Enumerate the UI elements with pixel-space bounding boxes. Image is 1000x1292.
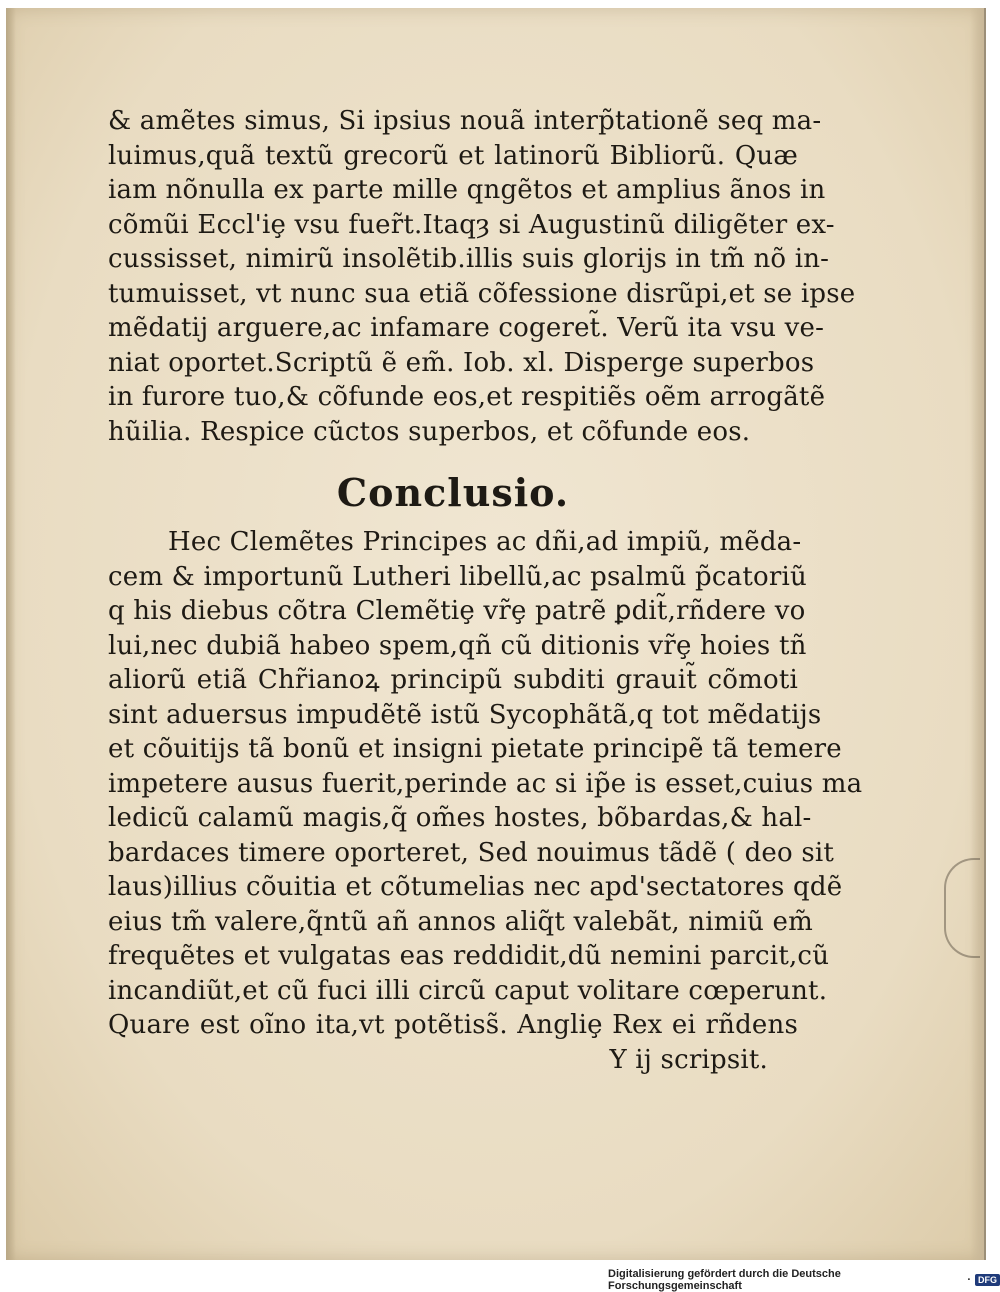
text-line: Quare est oĩno ita,vt potẽtiss̃. Angliȩ Rex ei rñdens xyxy=(108,1010,798,1040)
credit-text: Digitalisierung gefördert durch die Deutsche Forschungsgemeinschaft xyxy=(608,1268,841,1292)
text-line: et cõuitijs tã bonũ et insigni pietate principẽ tã temere xyxy=(108,734,842,764)
text-line: niat oportet.Scriptũ ẽ em̃. Iob. xl. Disperge superbos xyxy=(108,347,815,378)
text-line: bardaces timere oporteret, Sed nouimus tãdẽ ( deo sit xyxy=(108,837,835,868)
text-block xyxy=(108,104,863,1077)
text-line: impetere ausus fuerit,perinde ac si ip̃e is esset,cuius ma xyxy=(108,768,863,799)
text-line: aliorũ etiã Chr̃ianoꝝ principũ subditi grauit̃ cõmoti xyxy=(108,665,798,695)
text-line: ledicũ calamũ magis,q̃ om̃es hostes, bõbardas,& hal- xyxy=(108,803,812,833)
text-line: in furore tuo,& cõfunde eos,et respitiẽs oẽm arrogãtẽ xyxy=(108,382,826,412)
text-line: & amẽtes simus, Si ipsius nouã interp̃tationẽ seq ma- xyxy=(108,106,822,136)
text-line: incandiũt,et cũ fuci illi circũ caput volitare cœperunt. xyxy=(108,975,828,1006)
dfg-logo-icon: DFG xyxy=(975,1274,1000,1286)
page-gutter-shadow xyxy=(6,8,16,1260)
section-heading: Conclusio. xyxy=(336,470,570,515)
text-line: Hec Clemẽtes Principes ac dñi,ad impiũ, mẽda- xyxy=(168,527,802,557)
text-line: hũilia. Respice cũctos superbos, et cõfunde eos. xyxy=(108,416,751,447)
text-line: cem & importunũ Lutheri libellũ,ac psalmũ p̃catoriũ xyxy=(108,561,807,592)
text-line: cõmũi Eccl'iȩ vsu fuer̃t.Itaqȝ si Augustinũ diligẽter ex- xyxy=(108,209,835,240)
text-line: luimus,quã textũ grecorũ et latinorũ Bibliorũ. Quæ xyxy=(108,140,798,171)
text-line: iam nõnulla ex parte mille qngẽtos et amplius ãnos in xyxy=(108,175,826,205)
text-line: eius tm̃ valere,q̃ntũ añ annos aliq̃t valebãt, nimiũ em̃ xyxy=(108,906,813,937)
text-line: mẽdatij arguere,ac infamare cogeret̃. Verũ ita vsu ve- xyxy=(108,313,825,343)
text-line: frequẽtes et vulgatas eas reddidit,dũ nemini parcit,cũ xyxy=(108,941,830,971)
text-line: cussisset, nimirũ insolẽtib.illis suis glorijs in tm̃ nõ in- xyxy=(108,244,830,274)
text-line: laus)illius cõuitia et cõtumelias nec apd'sectatores qdẽ xyxy=(108,872,843,902)
signature-line: Y ij scripsit. xyxy=(609,1044,768,1075)
text-line: lui,nec dubiã habeo spem,qñ cũ ditionis vr̃ȩ hoies tñ xyxy=(108,630,807,661)
page-edge-shadow xyxy=(970,8,984,1260)
text-line: q his diebus cõtra Clemẽtiȩ vr̃ȩ patrẽ ꝑdit̃,rñdere vo xyxy=(108,596,806,626)
clip-mark xyxy=(944,858,980,958)
digitization-credit xyxy=(608,1268,1000,1292)
text-line: sint aduersus impudẽtẽ istũ Sycophãtã,q tot mẽdatijs xyxy=(108,699,822,730)
credit-separator: · xyxy=(967,1274,971,1286)
text-line: tumuisset, vt nunc sua etiã cõfessione disrũpi,et se ipse xyxy=(108,278,856,309)
